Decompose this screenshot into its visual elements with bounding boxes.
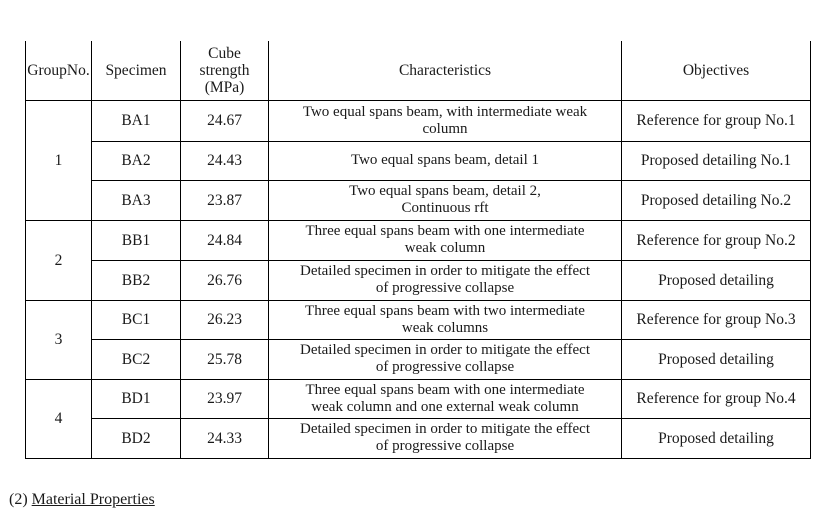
strength-value: 24.33 bbox=[207, 429, 242, 447]
strength-cell bbox=[182, 419, 267, 457]
characteristics-line1: Three equal spans beam with one intermediate bbox=[305, 223, 585, 239]
specimen-value: BA2 bbox=[121, 152, 151, 169]
objective-value: Reference for group No.3 bbox=[636, 311, 796, 328]
strength-cell bbox=[182, 101, 267, 140]
objective-value: Reference for group No.2 bbox=[636, 231, 796, 249]
strength-value: 23.87 bbox=[207, 191, 242, 209]
group-no-value: 3 bbox=[54, 331, 63, 348]
objective-cell bbox=[623, 261, 809, 299]
strength-cell bbox=[182, 142, 267, 179]
characteristics-line2: of progressive collapse bbox=[375, 280, 515, 296]
group-no-cell bbox=[27, 221, 90, 299]
objective-value: Proposed detailing bbox=[658, 271, 774, 289]
header-group-no bbox=[27, 42, 90, 99]
characteristics-line1: Three equal spans beam with one intermediate bbox=[305, 381, 585, 398]
objective-cell bbox=[623, 419, 809, 457]
characteristics-line1: Two equal spans beam, with intermediate weak bbox=[302, 103, 588, 120]
specimen-value: BD1 bbox=[121, 390, 151, 407]
header-specimen-label: Specimen bbox=[105, 62, 167, 79]
strength-cell bbox=[182, 340, 267, 378]
characteristics-cell bbox=[270, 301, 620, 338]
strength-value: 26.76 bbox=[207, 271, 242, 289]
characteristics-text bbox=[300, 421, 590, 455]
objective-value: Reference for group No.4 bbox=[636, 390, 796, 407]
specimen-value: BC2 bbox=[121, 350, 151, 368]
table-vline-4 bbox=[621, 41, 622, 458]
objective-cell bbox=[623, 101, 809, 140]
specimen-cell bbox=[93, 181, 179, 219]
strength-cell bbox=[182, 261, 267, 299]
group-no-cell bbox=[27, 380, 90, 457]
characteristics-line1: Two equal spans beam, detail 1 bbox=[350, 152, 540, 168]
characteristics-cell bbox=[270, 261, 620, 299]
characteristics-cell bbox=[270, 340, 620, 378]
header-cube-text bbox=[200, 45, 250, 96]
objective-value: Proposed detailing No.1 bbox=[640, 152, 792, 169]
characteristics-text bbox=[305, 303, 585, 337]
group-no-cell bbox=[27, 301, 90, 378]
characteristics-text bbox=[349, 183, 541, 217]
characteristics-cell bbox=[270, 380, 620, 417]
characteristics-cell bbox=[270, 181, 620, 219]
characteristics-line2: of progressive collapse bbox=[375, 438, 515, 454]
specimen-cell bbox=[93, 301, 179, 338]
strength-cell bbox=[182, 301, 267, 338]
characteristics-cell bbox=[270, 419, 620, 457]
characteristics-cell bbox=[270, 221, 620, 259]
characteristics-line1: Detailed specimen in order to mitigate the effect bbox=[299, 421, 591, 437]
specimen-cell bbox=[93, 221, 179, 259]
strength-cell bbox=[182, 221, 267, 259]
caption-prefix: (2) bbox=[9, 491, 32, 508]
characteristics-line2: Continuous rft bbox=[401, 200, 489, 216]
characteristics-text bbox=[305, 382, 584, 416]
caption-title: Material Properties bbox=[31, 491, 155, 508]
objective-value: Reference for group No.1 bbox=[636, 112, 796, 129]
header-characteristics-label: Characteristics bbox=[398, 62, 492, 79]
characteristics-text bbox=[351, 152, 539, 169]
characteristics-line1: Two equal spans beam, detail 2, bbox=[349, 183, 541, 199]
header-specimen bbox=[93, 42, 179, 99]
characteristics-cell bbox=[270, 101, 620, 140]
strength-value: 23.97 bbox=[207, 390, 242, 407]
characteristics-text bbox=[305, 223, 584, 257]
header-characteristics bbox=[270, 42, 620, 99]
objective-cell bbox=[623, 340, 809, 378]
objective-cell bbox=[623, 181, 809, 219]
group-no-value: 2 bbox=[54, 251, 63, 269]
specimen-cell bbox=[93, 419, 179, 457]
characteristics-line1: Detailed specimen in order to mitigate the effect bbox=[299, 342, 591, 358]
header-group-line2: No. bbox=[66, 62, 90, 79]
characteristics-text bbox=[300, 263, 590, 297]
header-cube-strength bbox=[182, 42, 267, 99]
group-no-value: 4 bbox=[54, 410, 63, 427]
strength-cell bbox=[182, 181, 267, 219]
group-no-cell bbox=[27, 101, 90, 219]
table-vline-1 bbox=[91, 41, 92, 458]
strength-cell bbox=[182, 380, 267, 417]
specimen-value: BC1 bbox=[121, 311, 151, 328]
strength-value: 26.23 bbox=[207, 311, 242, 328]
objective-cell bbox=[623, 301, 809, 338]
header-cube-line1: Cube bbox=[208, 45, 241, 62]
characteristics-line1: Three equal spans beam with two intermediate bbox=[305, 302, 585, 319]
characteristics-line2: weak column and one external weak column bbox=[311, 398, 579, 415]
table-vline-5 bbox=[810, 41, 811, 458]
specimen-value: BD2 bbox=[121, 429, 151, 447]
specimen-cell bbox=[93, 380, 179, 417]
characteristics-line2: weak columns bbox=[401, 319, 489, 336]
specimen-value: BA1 bbox=[121, 112, 151, 129]
specimen-cell bbox=[93, 101, 179, 140]
characteristics-text bbox=[303, 104, 587, 138]
header-objectives-label: Objectives bbox=[682, 62, 750, 79]
strength-value: 24.84 bbox=[207, 231, 242, 249]
characteristics-text bbox=[300, 342, 590, 376]
specimen-cell bbox=[93, 261, 179, 299]
group-no-value: 1 bbox=[54, 151, 63, 169]
characteristics-line1: Detailed specimen in order to mitigate the effect bbox=[299, 263, 591, 279]
strength-value: 25.78 bbox=[207, 350, 242, 368]
strength-value: 24.67 bbox=[207, 112, 242, 129]
header-cube-line3: (MPa) bbox=[204, 79, 245, 96]
specimen-cell bbox=[93, 340, 179, 378]
header-cube-line2: strength bbox=[199, 62, 250, 79]
table-vline-3 bbox=[268, 41, 269, 458]
specimen-value: BB2 bbox=[121, 271, 151, 289]
objective-cell bbox=[623, 221, 809, 259]
specimen-cell bbox=[93, 142, 179, 179]
table-vline-0 bbox=[25, 41, 26, 458]
characteristics-line2: column bbox=[422, 120, 468, 137]
objective-cell bbox=[623, 380, 809, 417]
table-vline-2 bbox=[180, 41, 181, 458]
objective-value: Proposed detailing bbox=[658, 429, 774, 447]
strength-value: 24.43 bbox=[207, 152, 242, 169]
specimen-value: BA3 bbox=[121, 191, 151, 209]
characteristics-line2: weak column bbox=[404, 240, 486, 256]
objective-cell bbox=[623, 142, 809, 179]
table-hline-10 bbox=[25, 458, 811, 459]
specimen-value: BB1 bbox=[121, 231, 151, 249]
objective-value: Proposed detailing bbox=[658, 350, 774, 368]
header-objectives bbox=[623, 42, 809, 99]
header-group-line1: Group bbox=[27, 62, 67, 79]
objective-value: Proposed detailing No.2 bbox=[640, 191, 792, 209]
section-caption bbox=[9, 491, 155, 509]
characteristics-line2: of progressive collapse bbox=[375, 359, 515, 375]
characteristics-cell bbox=[270, 142, 620, 179]
